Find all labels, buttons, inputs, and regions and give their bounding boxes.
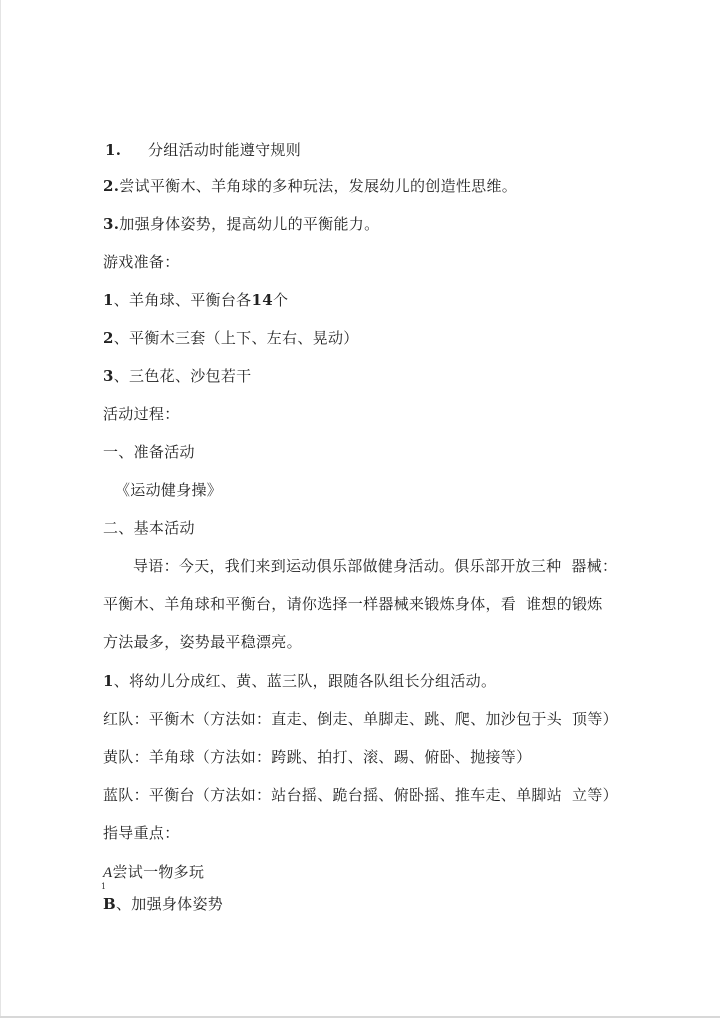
intro-line-2	[103, 594, 603, 614]
preparation-item-2	[103, 328, 359, 348]
preparation-item-2-number: 2	[103, 329, 114, 347]
guidance-item-b	[103, 894, 223, 914]
guidance-heading: 指导重点：	[103, 824, 180, 842]
preparation-item-3-number: 3	[103, 367, 114, 385]
team-yellow: 黄队：羊角球（方法如：跨跳、拍打、滚、踢、俯卧、抛接等）	[103, 748, 532, 766]
preparation-item-1	[103, 290, 288, 310]
objective-1-number: 1.	[105, 141, 122, 159]
preparation-item-1-number: 1	[103, 291, 114, 309]
objective-1-text: 分组活动时能遵守规则	[148, 141, 302, 159]
preparation-item-3-text: 、三色花、沙包若干	[113, 367, 252, 385]
intro-line-2-text: 平衡木、羊角球和平衡台，请你选择一样器械来锻炼身体，看	[103, 595, 517, 613]
team-blue-tail: 立等）	[572, 786, 618, 804]
team-blue	[103, 785, 618, 805]
objective-1	[105, 140, 301, 160]
objective-2-text: 尝试平衡木、羊角球的多种玩法，发展幼儿的创造性思维。	[119, 177, 518, 195]
step-1-text: 、将幼儿分成红、黄、蓝三队，跟随各队组长分组活动。	[113, 672, 497, 690]
preparation-item-2-text: 、平衡木三套（上下、左右、晃动）	[113, 329, 359, 347]
intro-line-2-tail: 谁想的锻炼	[526, 595, 603, 613]
objective-3-number: 3.	[103, 215, 120, 233]
page-left-edge	[0, 0, 1, 1018]
intro-line-1	[133, 556, 617, 576]
intro-line-1-tail: 器械：	[571, 557, 618, 575]
team-blue-text: 蓝队：平衡台（方法如：站台摇、跪台摇、俯卧摇、推车走、单脚站	[103, 786, 563, 804]
preparation-item-3	[103, 366, 251, 386]
guidance-item-a-text: 尝试一物多玩	[112, 863, 205, 881]
process-heading: 活动过程：	[103, 405, 180, 423]
step-1	[103, 671, 496, 691]
section-2-title: 二、基本活动	[103, 519, 195, 537]
guidance-item-b-text: 、加强身体姿势	[115, 895, 224, 913]
preparation-heading: 游戏准备：	[103, 253, 180, 271]
intro-line-3: 方法最多，姿势最平稳漂亮。	[103, 633, 302, 651]
section-1-title: 一、准备活动	[103, 443, 195, 461]
intro-line-1-text: 导语：今天，我们来到运动俱乐部做健身活动。俱乐部开放三种	[133, 557, 562, 575]
section-1-item: 《运动健身操》	[115, 481, 223, 499]
team-red-tail: 顶等）	[572, 710, 618, 728]
step-1-number: 1	[103, 672, 114, 690]
objective-3	[103, 214, 379, 234]
preparation-item-1-count: 14	[251, 291, 273, 309]
guidance-item-a-letter: A	[103, 865, 113, 881]
preparation-item-1-unit: 个	[272, 291, 289, 309]
team-red-text: 红队：平衡木（方法如：直走、倒走、单脚走、跳、爬、加沙包于头	[103, 710, 563, 728]
preparation-item-1-text: 、羊角球、平衡台各	[113, 291, 252, 309]
team-red	[103, 709, 618, 729]
guidance-item-a	[103, 862, 204, 883]
objective-2-number: 2.	[103, 177, 120, 195]
footnote-marker: 1	[101, 882, 107, 891]
objective-3-text: 加强身体姿势，提高幼儿的平衡能力。	[119, 215, 380, 233]
objective-2	[103, 176, 517, 196]
guidance-item-b-letter: B	[103, 895, 116, 913]
